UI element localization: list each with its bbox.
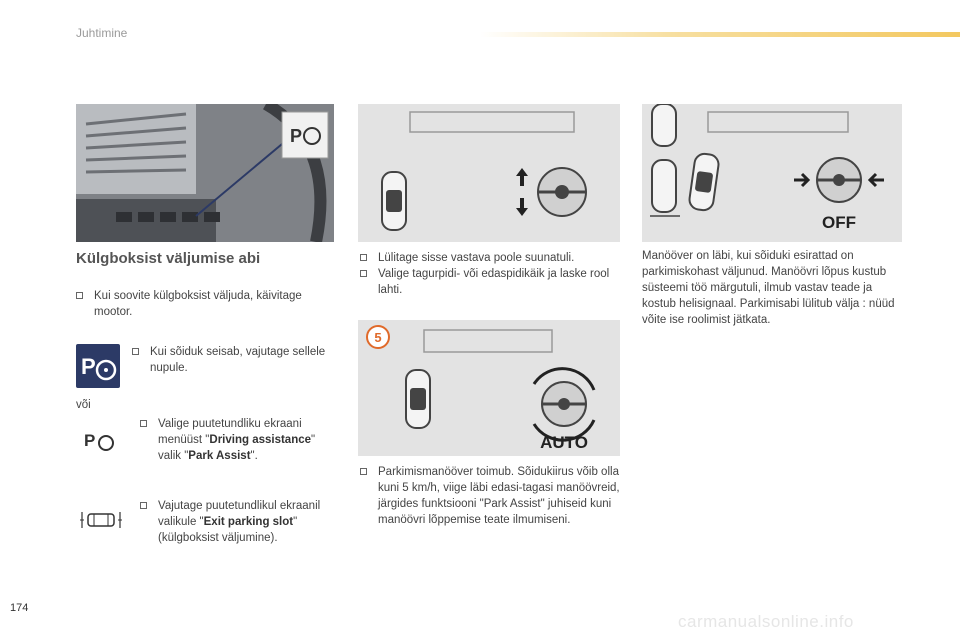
diagram-turn-signal xyxy=(358,104,620,242)
page-number: 174 xyxy=(10,602,29,614)
bullet-square xyxy=(140,420,147,427)
park-assist-menu-icon xyxy=(84,428,116,452)
auto-label: AUTO xyxy=(540,433,588,452)
step-press-button: Kui sõiduk seisab, vajutage sellele nupule. xyxy=(132,344,332,376)
step-turn-signal: Lülitage sisse vastava poole suunatuli. xyxy=(360,250,620,266)
dashboard-photo xyxy=(76,104,334,242)
bullet-square xyxy=(360,270,367,277)
step-menu-selection: Valige puutetundliku ekraani menüüst "Driving assistance" valik "Park Assist". xyxy=(140,416,340,464)
section-header: Juhtimine xyxy=(76,26,128,40)
park-assist-button-icon xyxy=(76,344,120,388)
bullet-square xyxy=(140,502,147,509)
or-label: või xyxy=(76,399,91,411)
svg-text:P: P xyxy=(84,431,96,450)
svg-text:P: P xyxy=(81,354,96,379)
bullet-square xyxy=(360,468,367,475)
bullet-square xyxy=(76,292,83,299)
exit-parking-slot-icon xyxy=(80,508,122,532)
svg-text:P: P xyxy=(290,126,303,146)
watermark: carmanualsonline.info xyxy=(678,612,854,631)
diagram-auto-steering xyxy=(358,320,620,456)
step-start-engine: Kui soovite külgboksist väljuda, käivitage mootor. xyxy=(76,288,336,320)
step-parking-maneuver: Parkimismanööver toimub. Sõidukiirus võib olla kuni 5 km/h, viige läbi edasi-tagasi manöövreid, järgides funktsiooni "Park Assist" juhiseid kuni manöövri lõppemise teate ilmumiseni. xyxy=(360,464,622,528)
off-label: OFF xyxy=(822,213,856,232)
step-exit-parking-slot: Vajutage puutetundlikul ekraanil valikule "Exit parking slot" (külgboksist väljumine). xyxy=(140,498,340,546)
section-title: Külgboksist väljumise abi xyxy=(76,250,261,267)
car-icon xyxy=(382,172,406,230)
header-accent-bar xyxy=(480,32,960,37)
diagram-maneuver-complete xyxy=(642,104,902,242)
step-badge: 5 xyxy=(374,330,382,345)
bullet-square xyxy=(360,254,367,261)
step-select-gear: Valige tagurpidi- või edaspidikäik ja laske rool lahti. xyxy=(360,266,620,298)
bullet-square xyxy=(132,348,139,355)
maneuver-complete-text: Manööver on läbi, kui sõiduki esirattad on parkimiskohast väljunud. Manöövri lõpus kustub süsteemi töö märgutuli, ilmub vastav teade ja kostub helisignaal. Parkimisabi lülitub välja : nüüd võite ise roolimist jätkata. xyxy=(642,250,895,326)
